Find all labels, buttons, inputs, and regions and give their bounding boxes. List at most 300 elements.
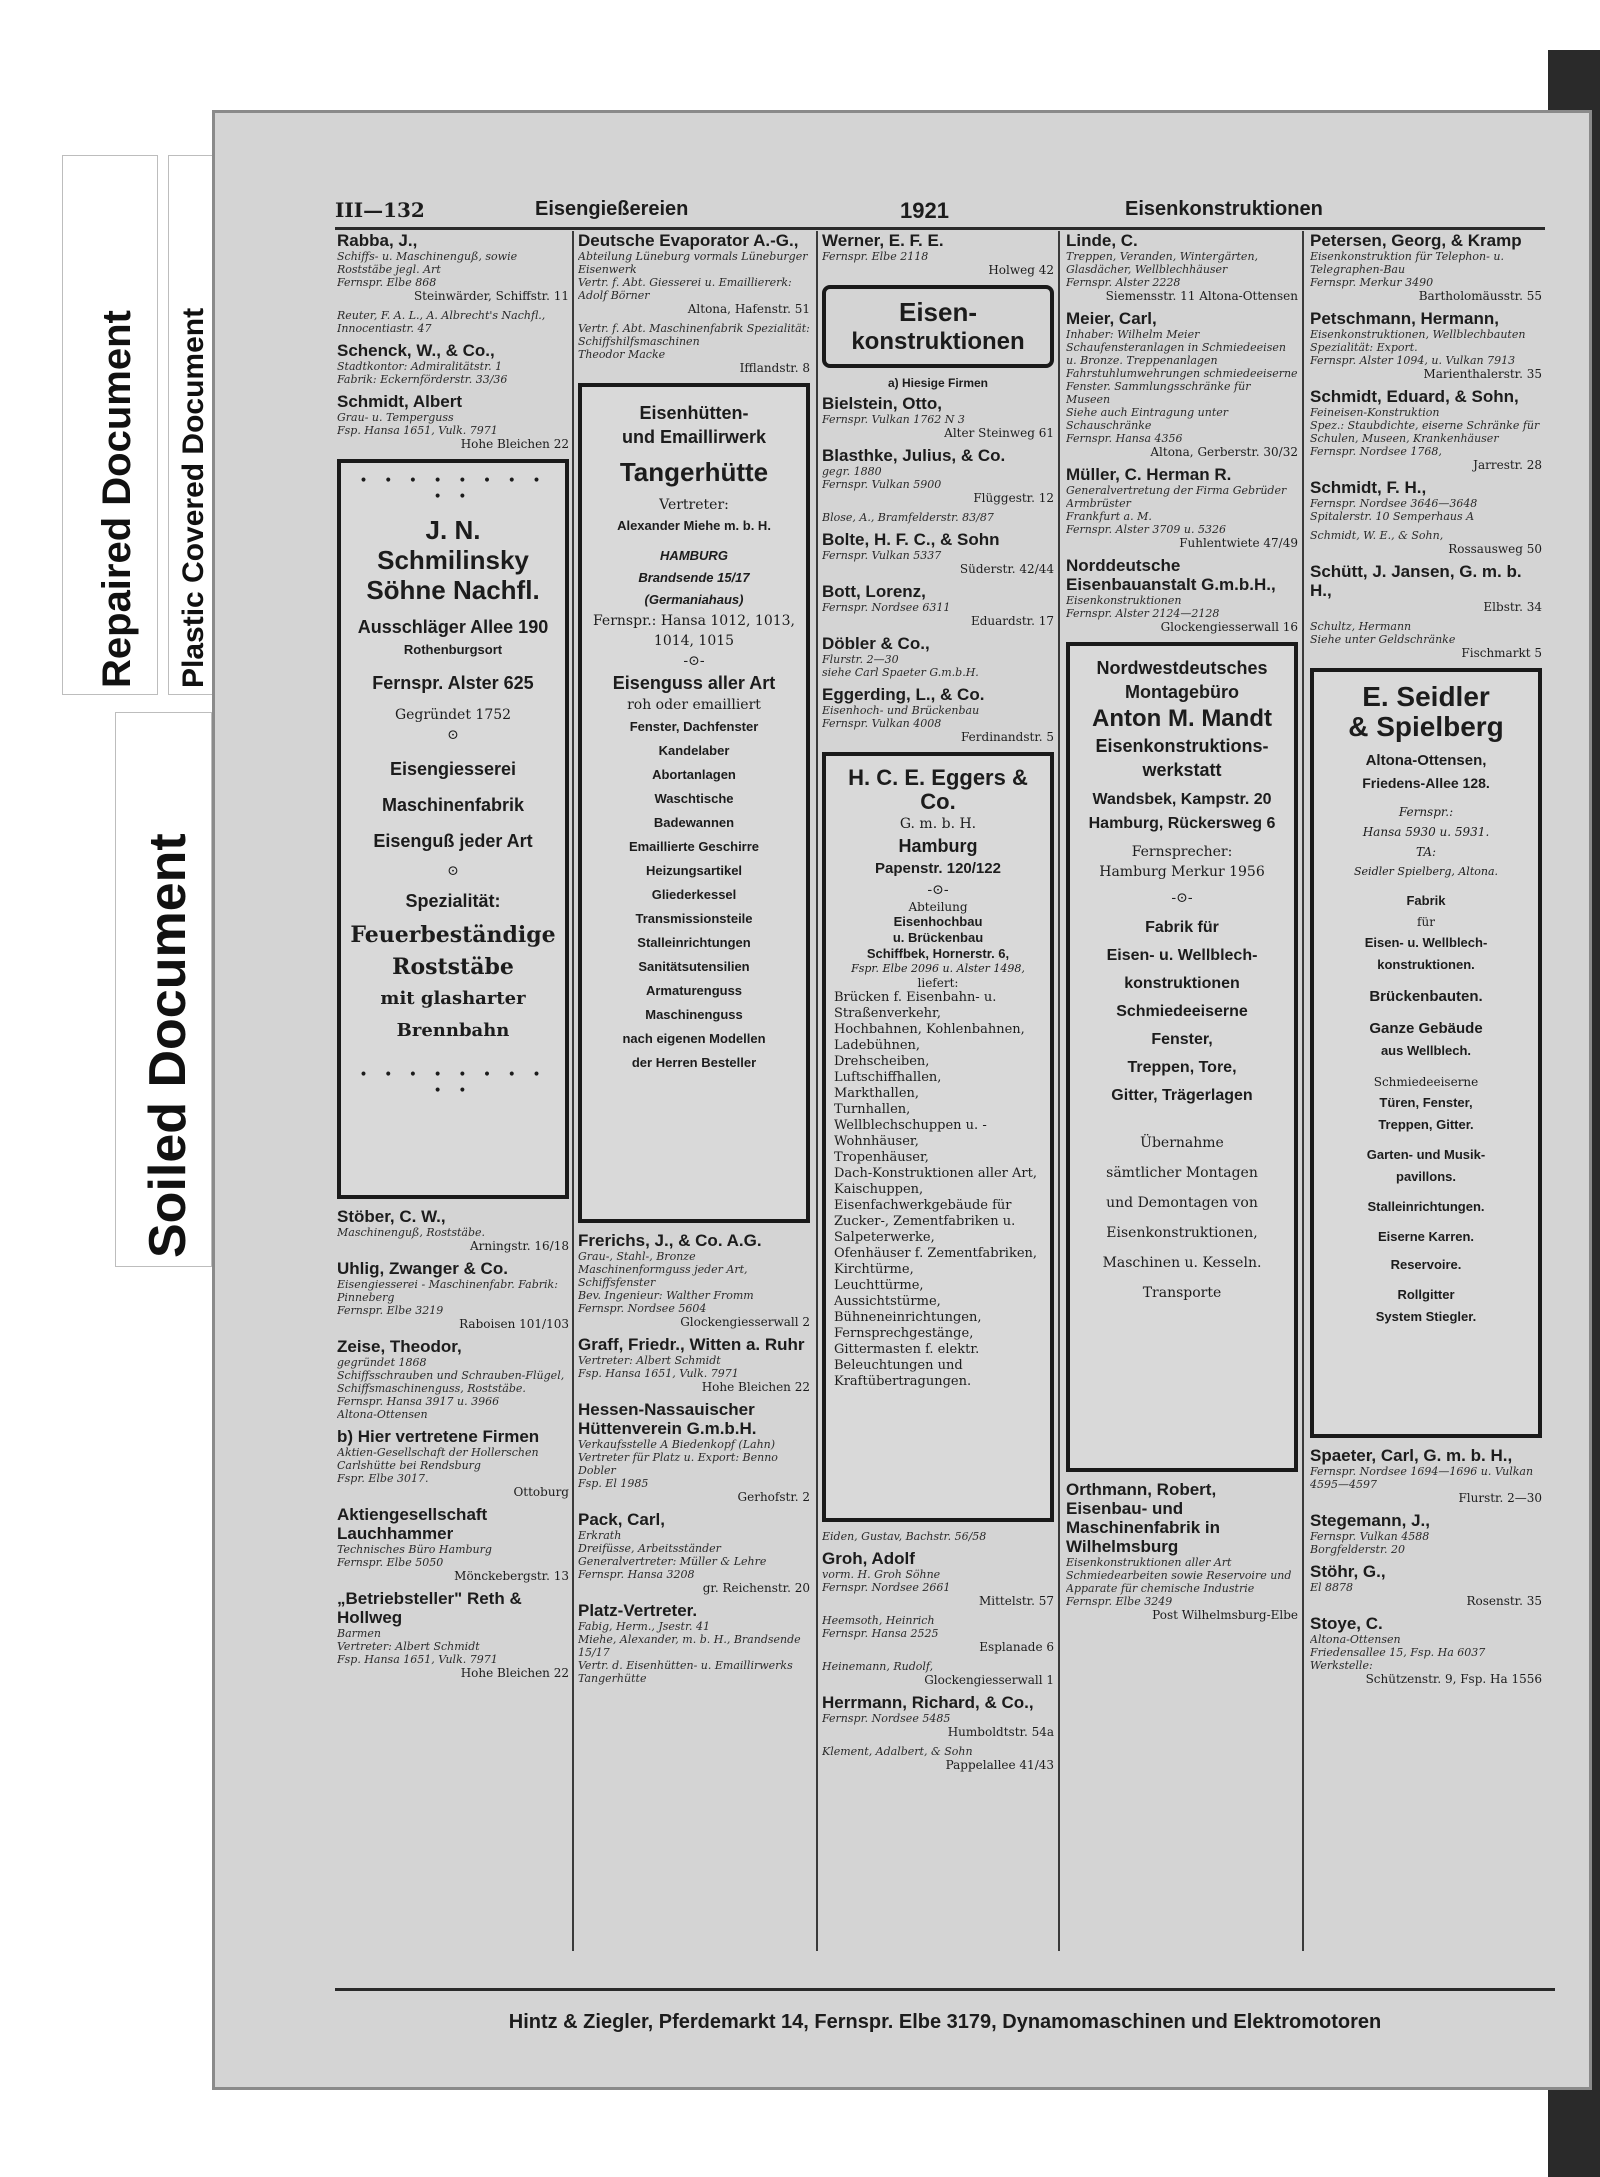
entry-name: Deutsche Evaporator A.-G., <box>578 231 799 250</box>
entry-detail: Fsp. Hansa 1651, Vulk. 7971 <box>337 424 498 437</box>
entry-name: Döbler & Co., <box>822 634 930 653</box>
entry-detail: Fahrstuhlumwehrungen schmiedeeiserne Fenster. Sammlungsschränke für Museen <box>1066 367 1298 406</box>
column-5 <box>1310 231 1542 1951</box>
ad-list-item: Kirchtürme, <box>834 1262 914 1277</box>
directory-entry <box>822 1693 1054 1739</box>
ad-item-list <box>590 715 798 1075</box>
ad-roller-2: System Stiegler. <box>1375 1309 1477 1324</box>
entry-name: Graff, Friedr., Witten a. Ruhr <box>578 1335 805 1354</box>
entry-detail: Fernspr. Vulkan 1762 N 3 <box>822 413 965 426</box>
ad-list-item: Sanitätsutensilien <box>638 959 750 974</box>
directory-entry <box>1310 1614 1542 1686</box>
ad-place: Schiffbek, Hornerstr. 6, <box>866 946 1010 961</box>
ad-title-5: werkstatt <box>1142 760 1222 780</box>
entry-name: „Betriebsteller" Reth & Hollweg <box>337 1589 522 1627</box>
entry-name: Schmidt, Albert <box>337 392 462 411</box>
entry-detail: Eisengiesserei - Maschinenfabr. Fabrik: Pinneberg <box>337 1278 558 1304</box>
ad-title-4: Eisenkonstruktions- <box>1095 736 1269 756</box>
entry-detail: Fernspr. Nordsee 5485 <box>822 1712 951 1725</box>
directory-entry <box>1310 231 1542 303</box>
ad-spec-3: mit glasharter <box>380 988 526 1009</box>
entry-name: Orthmann, Robert, Eisenbau- und Maschinenfabrik in Wilhelmsburg <box>1066 1480 1220 1556</box>
entry-address: Humboldtstr. 54a <box>947 1725 1054 1739</box>
directory-entry <box>1310 1562 1542 1608</box>
entry-detail: Grau-, Stahl-, Bronze Maschinenformguss jeder Art, Schiffsfenster <box>578 1250 748 1289</box>
entry-detail: Barmen <box>337 1627 381 1640</box>
entry-address: Eduardstr. 17 <box>970 614 1054 628</box>
ad-city: Altona-Ottensen, <box>1365 752 1487 769</box>
entry-detail: Fernspr. Hansa 4356 <box>1066 432 1183 445</box>
entry-address: Alter Steinweg 61 <box>944 426 1054 440</box>
page-content <box>335 153 1585 2073</box>
entry-name: Zeise, Theodor, <box>337 1337 462 1356</box>
entry-detail: Verkaufsstelle A Biedenkopf (Lahn) <box>578 1438 776 1451</box>
entry-detail: Eiden, Gustav, Bachstr. 56/58 <box>822 1530 987 1543</box>
entry-address: Schützenstr. 9, Fsp. Ha 1556 <box>1365 1672 1542 1686</box>
entry-address: Hohe Bleichen 22 <box>701 1380 810 1394</box>
year: 1921 <box>900 198 949 223</box>
entry-address: Raboisen 101/103 <box>459 1317 569 1331</box>
ad-list-item: Abortanlagen <box>652 767 736 782</box>
entry-name: Stöhr, G., <box>1310 1562 1386 1581</box>
directory-entry <box>1310 529 1542 556</box>
ad-factory-1: Fabrik für <box>1145 919 1219 936</box>
entry-address: Post Wilhelmsburg-Elbe <box>1152 1608 1298 1622</box>
tangerhuette-ad <box>578 383 810 1223</box>
directory-entry <box>1310 478 1542 523</box>
entry-detail: Spez.: Staubdichte, eiserne Schränke für Schulen, Museen, Krankenhäuser <box>1310 419 1540 445</box>
ad-carts: Eiserne Karren. <box>1377 1229 1475 1244</box>
ad-list-item: Stalleinrichtungen <box>637 935 751 950</box>
entry-detail: Heemsoth, Heinrich <box>822 1614 935 1627</box>
entry-detail: Siehe auch Eintragung unter Schauschränke <box>1066 406 1229 432</box>
entry-detail: Dreifüsse, Arbeitsständer Generalvertreter: Müller & Lehre <box>578 1542 767 1568</box>
ad-service-4: Eisenkonstruktionen, <box>1106 1225 1258 1241</box>
entry-detail: Abteilung Lüneburg vormals Lüneburger Eisenwerk <box>578 250 808 276</box>
directory-entry <box>337 1589 569 1680</box>
ad-service-1: Übernahme <box>1140 1135 1224 1151</box>
directory-entry <box>337 1337 569 1421</box>
header-rule <box>335 227 1545 230</box>
col4-entries-bottom <box>1066 1480 1298 1622</box>
ad-city: Hamburg <box>898 836 978 856</box>
ad-service-3: und Demontagen von <box>1106 1195 1258 1211</box>
ad-city: HAMBURG <box>660 548 728 563</box>
entry-name: Rabba, J., <box>337 231 418 250</box>
col3-entries-bottom <box>822 1530 1054 1772</box>
col2-entries-top <box>578 231 810 375</box>
ad-list-item: Eisenfachwerkgebäude für Zucker-, Zementfabriken u. Salpeterwerke, <box>834 1198 1016 1245</box>
ad-smith-1: Schmiedeeiserne <box>1373 1075 1479 1089</box>
entry-name: Groh, Adolf <box>822 1549 915 1568</box>
ad-list-item: Hochbahnen, Kohlenbahnen, <box>834 1022 1025 1037</box>
ad-phone-label: Fernsprecher: <box>1131 844 1233 860</box>
ad-list-item: Gittermasten f. elektr. Beleuchtungen und Kraftübertragungen. <box>834 1342 980 1389</box>
directory-entry <box>822 634 1054 679</box>
ad-phone: Fernspr. Alster 625 <box>372 673 534 693</box>
directory-entry <box>578 1510 810 1595</box>
ad-spec-label: Spezialität: <box>405 891 501 911</box>
entry-detail: Fernspr. Nordsee 2661 <box>822 1581 951 1594</box>
ad-list-item: Fenster, Dachfenster <box>629 719 759 734</box>
entry-address: Altona, Hafenstr. 51 <box>687 302 810 316</box>
entry-detail: Fernspr. Vulkan 5900 <box>822 478 942 491</box>
ad-phone-label: Fernspr.: <box>1398 805 1454 819</box>
ad-separator: -⊙- <box>1171 890 1193 906</box>
entry-detail: Maschinenguß, Roststäbe. <box>337 1226 486 1239</box>
ad-stable: Stalleinrichtungen. <box>1367 1199 1485 1214</box>
ad-title-2: & Spielberg <box>1348 711 1504 742</box>
directory-entry <box>1310 1511 1542 1556</box>
ad-list-item: Badewannen <box>653 815 735 830</box>
ad-buildings-2: aus Wellblech. <box>1380 1043 1472 1058</box>
entry-address: Ottoburg <box>513 1485 569 1499</box>
ad-dept-label: Abteilung <box>908 900 968 914</box>
ad-service-6: Transporte <box>1142 1285 1222 1301</box>
ad-street: Friedens-Allee 128. <box>1362 775 1490 791</box>
entry-name: Werner, E. F. E. <box>822 231 944 250</box>
entry-detail: Fernspr. Nordsee 1768, <box>1310 445 1442 458</box>
mandt-ad <box>1066 642 1298 1472</box>
entry-detail: Reuter, F. A. L., A. Albrecht's Nachfl., Innocentiastr. 47 <box>337 309 546 335</box>
ad-title-1: E. Seidler <box>1362 681 1490 712</box>
ad-dept-1: Eisenhochbau <box>893 914 983 929</box>
ad-circle-icon-2: ⊙ <box>447 863 459 879</box>
directory-entry <box>337 1259 569 1331</box>
entry-detail: Vertr. d. Eisenhütten- u. Emaillirwerks Tangerhütte <box>578 1659 793 1685</box>
entry-detail: Fernspr. Elbe 5050 <box>337 1556 444 1569</box>
entry-detail: Schiffs- u. Maschinenguß, sowie Roststäbe jegl. Art <box>337 250 518 276</box>
directory-entry <box>578 231 810 316</box>
ad-factory-6: Treppen, Tore, <box>1127 1059 1237 1076</box>
entry-name: Stöber, C. W., <box>337 1207 446 1226</box>
entry-name: Spaeter, Carl, G. m. b. H., <box>1310 1446 1513 1465</box>
ad-factory-3: konstruktionen <box>1124 975 1240 992</box>
directory-entry <box>822 530 1054 576</box>
entry-detail: Fernspr. Nordsee 1694—1696 u. Vulkan 4595—4597 <box>1310 1465 1534 1491</box>
directory-entry <box>822 685 1054 744</box>
entry-detail: Fernspr. Alster 2228 <box>1066 276 1181 289</box>
column-divider-1 <box>572 231 574 1951</box>
entry-address: Mittelstr. 57 <box>978 1594 1054 1608</box>
ad-address-2: Hamburg, Rückersweg 6 <box>1088 815 1276 832</box>
ad-garden-2: pavillons. <box>1396 1169 1456 1184</box>
entry-detail: Altona-Ottensen <box>337 1408 428 1421</box>
entry-address: Bartholomäusstr. 55 <box>1418 289 1542 303</box>
entry-address: Glockengiesserwall 2 <box>680 1315 810 1329</box>
entry-detail: Aktien-Gesellschaft der Hollerschen Carlshütte bei Rendsburg <box>337 1446 539 1472</box>
directory-entry <box>337 1427 569 1499</box>
entry-address: Glockengiesserwall 16 <box>1160 620 1298 634</box>
ad-dept-2: u. Brückenbau <box>892 930 984 945</box>
ad-line-machine: Maschinenfabrik <box>381 795 525 815</box>
directory-page <box>212 110 1592 2090</box>
ad-title-1: Nordwestdeutsches <box>1096 658 1268 678</box>
entry-name: Schmidt, Eduard, & Sohn, <box>1310 387 1519 406</box>
ad-list-item: Turnhallen, <box>834 1102 911 1117</box>
entry-detail: Klement, Adalbert, & Sohn <box>822 1745 973 1758</box>
entry-detail: Fernspr. Nordsee 6311 <box>822 601 951 614</box>
entry-detail: siehe Carl Spaeter G.m.b.H. <box>822 666 979 679</box>
entry-address: Altona, Gerberstr. 30/32 <box>1150 445 1298 459</box>
entry-detail: Fernspr. Elbe 3249 <box>1066 1595 1173 1608</box>
entry-detail: gegründet 1868 <box>337 1356 427 1369</box>
column-divider-2 <box>816 231 818 1951</box>
entry-address: Flurstr. 2—30 <box>1458 1491 1542 1505</box>
ad-smith-2: Türen, Fenster, <box>1379 1095 1473 1110</box>
entry-detail: Altona-Ottensen <box>1310 1633 1401 1646</box>
directory-entry <box>578 1231 810 1329</box>
entry-address: Holweg 42 <box>988 263 1054 277</box>
entry-detail: gegr. 1880 <box>822 465 882 478</box>
directory-entry <box>1310 309 1542 381</box>
col5-entries-bottom <box>1310 1446 1542 1686</box>
ad-phone: Fernspr.: Hansa 1012, 1013, 1014, 1015 <box>592 613 796 649</box>
ad-gmbh: G. m. b. H. <box>899 816 977 832</box>
entry-name: Frerichs, J., & Co. A.G. <box>578 1231 762 1250</box>
section-heading-box <box>822 285 1054 368</box>
ad-company-name: J. N. Schmilinsky Söhne Nachfl. <box>366 515 540 605</box>
entry-detail: Heinemann, Rudolf, <box>822 1660 934 1673</box>
schmilinsky-ad <box>337 459 569 1199</box>
ad-list-item: Transmissionsteile <box>635 911 753 926</box>
ad-factory-3: Eisen- u. Wellblech- <box>1364 935 1488 950</box>
entry-address: Ferdinandstr. 5 <box>961 730 1054 744</box>
directory-entry <box>337 1207 569 1253</box>
page-number: III—132 <box>335 198 425 222</box>
ad-founded: Gegründet 1752 <box>394 707 512 723</box>
entry-detail: Spezialität: Export. <box>1310 341 1418 354</box>
entry-name: Blasthke, Julius, & Co. <box>822 446 1006 465</box>
column-1 <box>337 231 569 1951</box>
ad-factory-5: Fenster, <box>1151 1031 1213 1048</box>
entry-detail: Fernspr. Vulkan 4588 <box>1310 1530 1430 1543</box>
ad-list-item: Gliederkessel <box>651 887 737 902</box>
col3-entries-top <box>822 231 1054 277</box>
ad-buildings-1: Ganze Gebäude <box>1369 1020 1483 1037</box>
entry-name: Meier, Carl, <box>1066 309 1157 328</box>
entry-detail: Miehe, Alexander, m. b. H., Brandsende 15/17 <box>578 1633 801 1659</box>
ad-rep-name: Alexander Miehe m. b. H. <box>617 518 771 533</box>
entry-name: Müller, C. Herman R. <box>1066 465 1232 484</box>
directory-entry <box>822 582 1054 628</box>
entry-name: Petersen, Georg, & Kramp <box>1310 231 1522 250</box>
col4-entries-top <box>1066 231 1298 634</box>
entry-detail: Vertreter für Platz u. Export: Benno Dobler <box>578 1451 778 1477</box>
entry-name: Eggerding, L., & Co. <box>822 685 985 704</box>
running-header <box>335 198 1545 224</box>
entry-name: Herrmann, Richard, & Co., <box>822 1693 1034 1712</box>
entry-name: Stoye, C. <box>1310 1614 1383 1633</box>
ad-address: Ausschläger Allee 190 <box>357 617 549 637</box>
col5-entries-top <box>1310 231 1542 660</box>
ad-bridges: Brückenbauten. <box>1369 988 1483 1005</box>
ad-list-item: Dach-Konstruktionen aller Art, <box>834 1166 1037 1181</box>
entry-address: Arningstr. 16/18 <box>470 1239 569 1253</box>
directory-entry <box>822 1745 1054 1772</box>
entry-detail: Schaufensteranlagen in Schmiedeeisen u. Bronze. Treppenanlagen <box>1066 341 1286 367</box>
entry-detail: Fernspr. Vulkan 5337 <box>822 549 942 562</box>
directory-entry <box>337 392 569 451</box>
ad-service-2: sämtlicher Montagen <box>1106 1165 1258 1181</box>
ad-rep-label: Vertreter: <box>659 497 729 513</box>
ad-line-foundry: Eisengiesserei <box>389 759 517 779</box>
directory-entry <box>337 341 569 386</box>
directory-entry <box>822 1660 1054 1687</box>
entry-detail: Theodor Macke <box>578 348 666 361</box>
directory-entry <box>578 1400 810 1504</box>
directory-entry <box>822 1614 1054 1654</box>
entry-detail: Fernspr. Elbe 868 <box>337 276 437 289</box>
directory-entry <box>1066 1480 1298 1622</box>
entry-address: Esplanade 6 <box>979 1640 1054 1654</box>
entry-name: Schmidt, F. H., <box>1310 478 1427 497</box>
ad-phone: Hamburg Merkur 1956 <box>1099 864 1265 880</box>
entry-detail: Eisenhoch- und Brückenbau <box>822 704 980 717</box>
entry-detail: Inhaber: Wilhelm Meier <box>1066 328 1200 341</box>
entry-detail: Fernspr. Alster 2124—2128 <box>1066 607 1220 620</box>
ad-garden-1: Garten- und Musik- <box>1366 1147 1486 1162</box>
ad-reservoirs: Reservoire. <box>1390 1257 1462 1272</box>
entry-name: Pack, Carl, <box>578 1510 665 1529</box>
column-divider-4 <box>1302 231 1304 1951</box>
entry-address: Pappelallee 41/43 <box>945 1758 1054 1772</box>
entry-detail: Fsp. Hansa 1651, Vulk. 7971 <box>337 1653 498 1666</box>
directory-entry <box>578 1335 810 1394</box>
seidler-ad <box>1310 668 1542 1438</box>
entry-detail: Technisches Büro Hamburg <box>337 1543 492 1556</box>
soiled-document-tab <box>115 712 212 1267</box>
directory-entry <box>337 1505 569 1583</box>
directory-entry <box>1066 231 1298 303</box>
entry-detail: Fernspr. Nordsee 5604 <box>578 1302 707 1315</box>
right-section-title: Eisenkonstruktionen <box>1125 198 1323 220</box>
entry-detail: Spitalerstr. 10 Semperhaus A <box>1310 510 1475 523</box>
entry-detail: Eisenkonstruktionen aller Art <box>1066 1556 1232 1569</box>
ad-title-3: Anton M. Mandt <box>1092 705 1272 732</box>
entry-detail: Schiffsschrauben und Schrauben-Flügel, Schiffsmaschinenguss, Roststäbe. <box>337 1369 565 1395</box>
entry-detail: El 8878 <box>1310 1581 1354 1594</box>
ad-list-item: Markthallen, <box>834 1086 920 1101</box>
entry-address: Marienthalerstr. 35 <box>1423 367 1542 381</box>
ad-street: Papenstr. 120/122 <box>875 860 1001 877</box>
entry-name: Bielstein, Otto, <box>822 394 942 413</box>
ad-ornament-top: • • • • • • • • • • <box>359 473 547 505</box>
directory-entry <box>1310 562 1542 614</box>
directory-entry <box>578 1601 810 1685</box>
entry-name: Norddeutsche Eisenbauanstalt G.m.b.H., <box>1066 556 1276 594</box>
ad-title-2: Montagebüro <box>1125 682 1239 702</box>
entry-detail: Fernspr. Alster 3709 u. 5326 <box>1066 523 1226 536</box>
ad-list-item: Emaillierte Geschirre <box>628 839 760 854</box>
entry-address: Glockengiesserwall 1 <box>924 1673 1054 1687</box>
entry-detail: Fernspr. Merkur 3490 <box>1310 276 1434 289</box>
ad-list-item: Armaturenguss <box>645 983 743 998</box>
entry-address: Fischmarkt 5 <box>1461 646 1542 660</box>
entry-address: Mönckebergstr. 13 <box>454 1569 569 1583</box>
ad-smith-3: Treppen, Gitter. <box>1378 1117 1474 1132</box>
directory-entry <box>822 1530 1054 1543</box>
ad-factory-4: Schmiedeeiserne <box>1116 1003 1248 1020</box>
ad-roller-1: Rollgitter <box>1397 1287 1455 1302</box>
ad-district: Rothenburgsort <box>403 642 503 657</box>
entry-name: Hessen-Nassauischer Hüttenverein G.m.b.H. <box>578 1400 757 1438</box>
ad-list-item: Wellblechschuppen u. -Wohnhäuser, <box>834 1118 987 1149</box>
ad-line-casting: Eisenguß jeder Art <box>373 831 533 851</box>
directory-entry <box>337 309 569 335</box>
ad-circle-icon: ⊙ <box>447 727 459 743</box>
entry-detail: Eisenkonstruktionen, Wellblechbauten <box>1310 328 1526 341</box>
directory-entry <box>822 511 1054 524</box>
entry-detail: Eisenkonstruktion für Telephon- u. Telegraphen-Bau <box>1310 250 1504 276</box>
entry-detail: Werkstelle: <box>1310 1659 1373 1672</box>
entry-detail: Erkrath <box>578 1529 622 1542</box>
ad-sub: roh oder emailliert <box>627 697 761 713</box>
entry-address: Steinwärder, Schiffstr. 11 <box>413 289 569 303</box>
directory-entry <box>1066 556 1298 634</box>
entry-detail: Friedensallee 15, Fsp. Ha 6037 <box>1310 1646 1486 1659</box>
entry-detail: Vertreter: Albert Schmidt <box>578 1354 721 1367</box>
repaired-document-tab <box>62 155 158 695</box>
entry-address: Gerhofstr. 2 <box>737 1490 810 1504</box>
ad-title-2: und Emaillirwerk <box>621 427 767 447</box>
entry-detail: Fabrik: Eckernförderstr. 33/36 <box>337 373 508 386</box>
entry-name: Schenck, W., & Co., <box>337 341 495 360</box>
entry-address: gr. Reichenstr. 20 <box>702 1581 810 1595</box>
entry-detail: Fsp. El 1985 <box>578 1477 649 1490</box>
entry-name: Uhlig, Zwanger & Co. <box>337 1259 508 1278</box>
ad-address-1: Wandsbek, Kampstr. 20 <box>1092 791 1272 808</box>
column-2 <box>578 231 810 1951</box>
entry-detail: Schultz, Hermann <box>1310 620 1412 633</box>
entry-name: Stegemann, J., <box>1310 1511 1430 1530</box>
entry-detail: Fernspr. Hansa 3208 <box>578 1568 695 1581</box>
entry-address: Ifflandstr. 8 <box>739 361 810 375</box>
entry-detail: Fernspr. Nordsee 3646—3648 <box>1310 497 1478 510</box>
ad-list-item: Ladebühnen, <box>834 1038 921 1053</box>
ad-spec-1: Feuerbeständige <box>350 922 556 948</box>
ad-phone: Fspr. Elbe 2096 u. Alster 1498, <box>851 962 1025 975</box>
ad-list-item: Aussichtstürme, <box>834 1294 941 1309</box>
directory-entry <box>1310 387 1542 472</box>
entry-detail: vorm. H. Groh Söhne <box>822 1568 941 1581</box>
ad-head: Eisenguss aller Art <box>612 673 776 693</box>
entry-detail: Fernspr. Elbe 2118 <box>822 250 929 263</box>
entry-address: Süderstr. 42/44 <box>959 562 1054 576</box>
ad-list-item: Waschtische <box>654 791 734 806</box>
entry-detail: Treppen, Veranden, Wintergärten, Glasdächer, Wellblechhäuser <box>1066 250 1259 276</box>
entry-address: Jarrestr. 28 <box>1473 458 1542 472</box>
directory-entry <box>1310 620 1542 660</box>
entry-name: Bolte, H. F. C., & Sohn <box>822 530 1000 549</box>
entry-address: Fuhlentwiete 47/49 <box>1179 536 1298 550</box>
entry-detail: Bev. Ingenieur: Walther Fromm <box>578 1289 754 1302</box>
entry-detail: Grau- u. Temperguss <box>337 411 454 424</box>
eggers-ad <box>822 752 1054 1522</box>
ad-factory-7: Gitter, Trägerlagen <box>1111 1087 1253 1104</box>
entry-name: Linde, C. <box>1066 231 1138 250</box>
footer-rule <box>335 1988 1555 1991</box>
soiled-document-label: Soiled Document <box>139 833 197 1258</box>
entry-detail: Stadtkontor: Admiralitätstr. 1 <box>337 360 503 373</box>
ad-spec-4: Brennbahn <box>396 1020 510 1041</box>
plastic-covered-tab <box>168 155 216 695</box>
entry-detail: Flurstr. 2—30 <box>822 653 899 666</box>
ad-list-item: nach eigenen Modellen <box>622 1031 766 1046</box>
ad-item-list <box>834 990 1042 1390</box>
entry-address: Rosenstr. 35 <box>1466 1594 1542 1608</box>
section-subtitle: a) Hiesige Firmen <box>887 376 989 390</box>
